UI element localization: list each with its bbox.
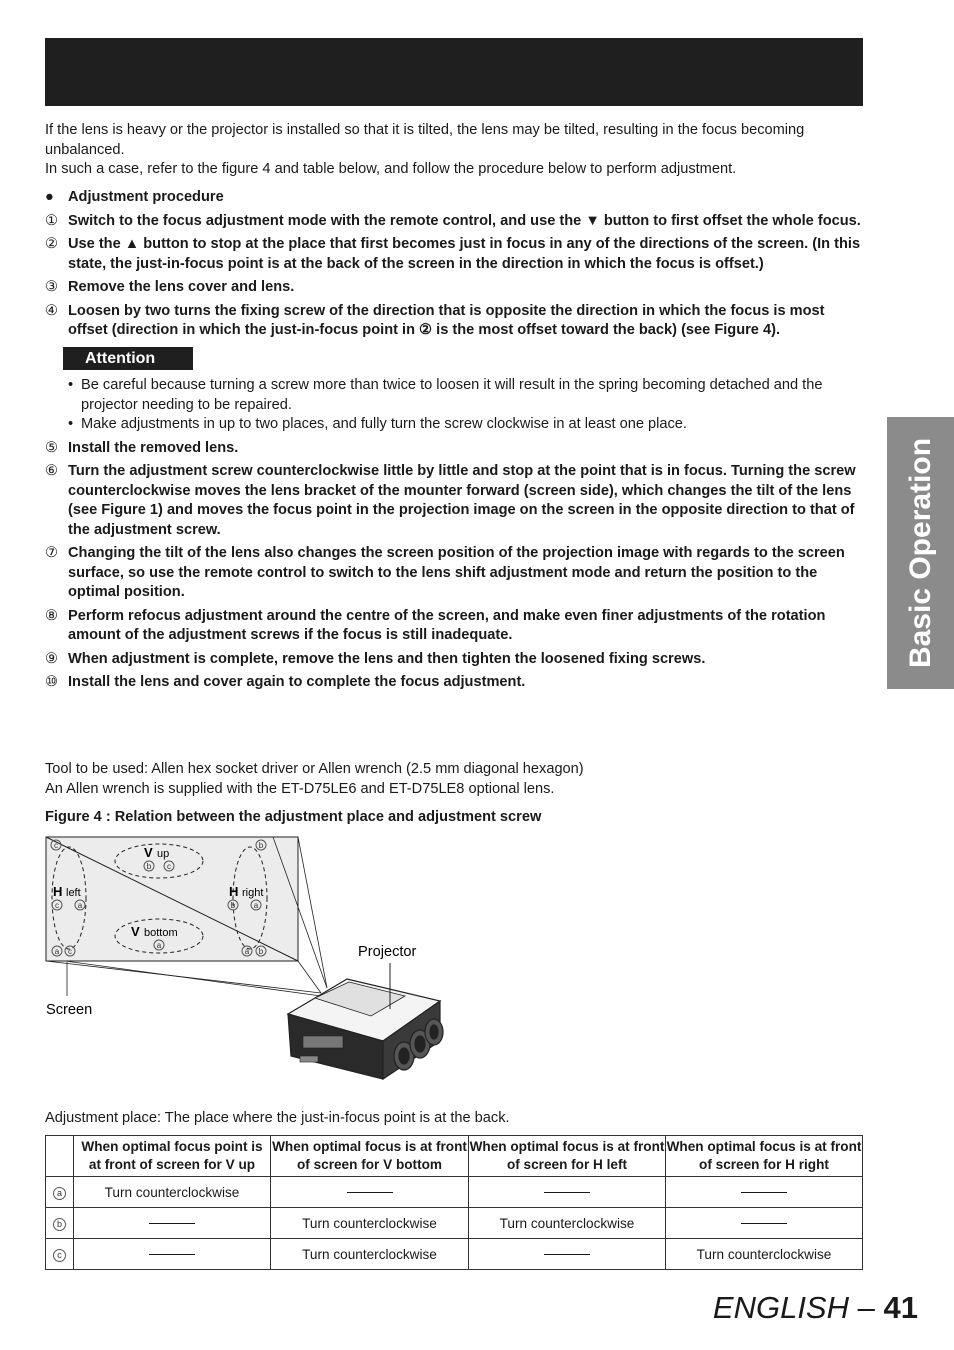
adjustment-place-caption: Adjustment place: The place where the just-in-focus point is at the back. xyxy=(45,1110,510,1126)
procedure-step xyxy=(45,278,865,298)
svg-text:c: c xyxy=(68,947,72,956)
h-right-label: H xyxy=(229,884,239,899)
v-up-label: V xyxy=(144,845,153,860)
row-label: a xyxy=(53,1187,66,1200)
bullet-icon: ● xyxy=(45,189,54,205)
table-cell xyxy=(74,1208,271,1239)
side-tab-basic-operation xyxy=(887,417,954,689)
svg-text:c: c xyxy=(55,901,59,910)
table-header: When optimal focus point is at front of screen for V up xyxy=(74,1136,271,1177)
svg-text:b: b xyxy=(258,841,264,850)
table-row xyxy=(46,1239,863,1270)
table-cell xyxy=(271,1177,469,1208)
procedure-step xyxy=(45,235,865,274)
step-text: Changing the tilt of the lens also changes the screen position of the projection image with regards to the screen surface, so use the remote control to switch to the lens shift adjustment mode and return the position to the optimal position. xyxy=(68,545,845,600)
svg-text:a: a xyxy=(156,941,162,950)
table-header: When optimal focus is at front of screen for V bottom xyxy=(271,1136,469,1177)
table-row xyxy=(46,1208,863,1239)
procedure-heading: ● Adjustment procedure xyxy=(45,188,865,208)
page-number: 41 xyxy=(883,1290,918,1325)
row-label: c xyxy=(53,1249,66,1262)
dash-line xyxy=(544,1254,590,1255)
table-cell xyxy=(469,1239,666,1270)
step-text: Install the lens and cover again to complete the focus adjustment. xyxy=(68,674,526,690)
table-cell: Turn counterclockwise xyxy=(271,1239,469,1270)
step-number: ⑨ xyxy=(45,650,59,667)
page-footer xyxy=(713,1290,918,1326)
step-text: Install the removed lens. xyxy=(68,439,239,456)
dash-line xyxy=(149,1254,195,1255)
svg-text:b: b xyxy=(230,901,236,910)
step-number: ⑦ xyxy=(45,545,59,561)
step-number: ⑧ xyxy=(45,607,59,624)
svg-text:a: a xyxy=(253,901,259,910)
table-header: When optimal focus is at front of screen for H right xyxy=(666,1136,863,1177)
step-number: ⑥ xyxy=(45,463,59,479)
svg-text:c: c xyxy=(54,841,58,850)
row-label: b xyxy=(53,1218,66,1231)
procedure-step xyxy=(45,212,865,232)
v-bottom-label: V xyxy=(131,924,140,939)
step-text: Loosen by two turns the fixing screw of the direction that is opposite the direction in which the focus is most offset (direction in which the just-in-focus point in ② is the most offset toward the back) (see Figure 4). xyxy=(68,302,825,338)
h-right-sub: right xyxy=(242,887,264,899)
procedure-step xyxy=(45,673,865,693)
step-text: Perform refocus adjustment around the centre of the screen, and make even finer adjustments of the rotation amount of the adjustment screws if the focus is still inadequate. xyxy=(68,607,826,643)
svg-text:b: b xyxy=(258,947,264,956)
procedure-step xyxy=(45,607,865,646)
step-number: ③ xyxy=(45,279,59,295)
figure-4-diagram xyxy=(45,836,465,1082)
table-header-row xyxy=(46,1136,863,1177)
table-header: When optimal focus is at front of screen for H left xyxy=(469,1136,666,1177)
dash-line xyxy=(149,1223,195,1224)
side-tab-label: Basic Operation xyxy=(903,437,937,669)
step-text: Remove the lens cover and lens. xyxy=(68,279,295,295)
section-header-bar xyxy=(45,38,863,106)
step-number: ⑩ xyxy=(45,674,59,690)
procedure-step xyxy=(45,650,865,670)
adjustment-table xyxy=(45,1135,863,1270)
screen-label: Screen xyxy=(46,1002,93,1018)
h-left-label: H xyxy=(53,884,63,899)
step-text: Turn the adjustment screw counterclockwise little by little and stop at the point that is in focus. Turning the screw counterclockwise moves the lens bracket of the mounter forward (screen side), which changes the tilt of the lens (see Figure 1) and moves the focus point in the projection image on the screen in the opposite direction to that of the adjustment screw. xyxy=(68,463,856,538)
tool-line: An Allen wrench is supplied with the ET-D75LE6 and ET-D75LE8 optional lens. xyxy=(45,780,555,797)
svg-text:c: c xyxy=(167,862,171,871)
table-cell xyxy=(666,1177,863,1208)
projector-illustration xyxy=(288,979,443,1079)
attention-note: • Be careful because turning a screw more than twice to loosen it will result in the spring becoming detached and the projector needing to be repaired. xyxy=(68,377,823,413)
step-number: ⑤ xyxy=(45,439,59,456)
figure-caption: Figure 4 : Relation between the adjustment place and adjustment screw xyxy=(45,809,542,825)
dash-line xyxy=(741,1192,787,1193)
svg-text:a: a xyxy=(77,901,83,910)
v-bottom-sub: bottom xyxy=(144,927,178,939)
table-cell: Turn counterclockwise xyxy=(666,1239,863,1270)
tool-info xyxy=(45,760,860,799)
table-row xyxy=(46,1177,863,1208)
step-number: ① xyxy=(45,212,59,229)
dash-line xyxy=(347,1192,393,1193)
step-number: ④ xyxy=(45,302,59,319)
table-cell: Turn counterclockwise xyxy=(74,1177,271,1208)
svg-text:b: b xyxy=(146,862,152,871)
attention-notes xyxy=(68,376,865,435)
intro-paragraph: In such a case, refer to the figure 4 and table below, and follow the procedure below to perform adjustment. xyxy=(45,161,737,177)
dash-line xyxy=(741,1223,787,1224)
step-text: Switch to the focus adjustment mode with the remote control, and use the ▼ button to first offset the whole focus. xyxy=(68,212,861,229)
row-label-cell xyxy=(46,1239,74,1270)
adjustment-procedure xyxy=(45,188,865,697)
procedure-step xyxy=(45,302,865,341)
table-corner-cell xyxy=(46,1136,74,1177)
table-cell xyxy=(74,1239,271,1270)
svg-text:a: a xyxy=(54,947,60,956)
table-cell xyxy=(666,1208,863,1239)
dash-line xyxy=(544,1192,590,1193)
row-label-cell xyxy=(46,1177,74,1208)
table-cell: Turn counterclockwise xyxy=(271,1208,469,1239)
svg-text:a: a xyxy=(244,947,250,956)
procedure-step xyxy=(45,544,865,603)
footer-separator: – xyxy=(857,1290,875,1325)
step-text: Use the ▲ button to stop at the place that first becomes just in focus in any of the directions of the screen. (In this state, the just-in-focus point is at the back of the screen in the direction in which the focus is offset.) xyxy=(68,236,861,272)
procedure-step xyxy=(45,462,865,540)
projector-label: Projector xyxy=(358,944,417,960)
attention-note: • Make adjustments in up to two places, and fully turn the screw clockwise in at least one place. xyxy=(68,416,687,432)
step-number: ② xyxy=(45,236,59,252)
table-cell: Turn counterclockwise xyxy=(469,1208,666,1239)
row-label-cell xyxy=(46,1208,74,1239)
attention-label: Attention xyxy=(63,347,193,371)
tool-line: Tool to be used: Allen hex socket driver or Allen wrench (2.5 mm diagonal hexagon) xyxy=(45,761,584,777)
v-up-sub: up xyxy=(157,848,170,860)
step-text: When adjustment is complete, remove the lens and then tighten the loosened fixing screws. xyxy=(68,650,706,667)
table-cell xyxy=(469,1177,666,1208)
procedure-step xyxy=(45,439,865,459)
intro-text xyxy=(45,121,860,180)
intro-paragraph: If the lens is heavy or the projector is installed so that it is tilted, the lens may be tilted, resulting in the focus becoming unbalanced. xyxy=(45,122,805,158)
h-left-sub: left xyxy=(66,887,81,899)
footer-language: ENGLISH xyxy=(712,1290,850,1325)
